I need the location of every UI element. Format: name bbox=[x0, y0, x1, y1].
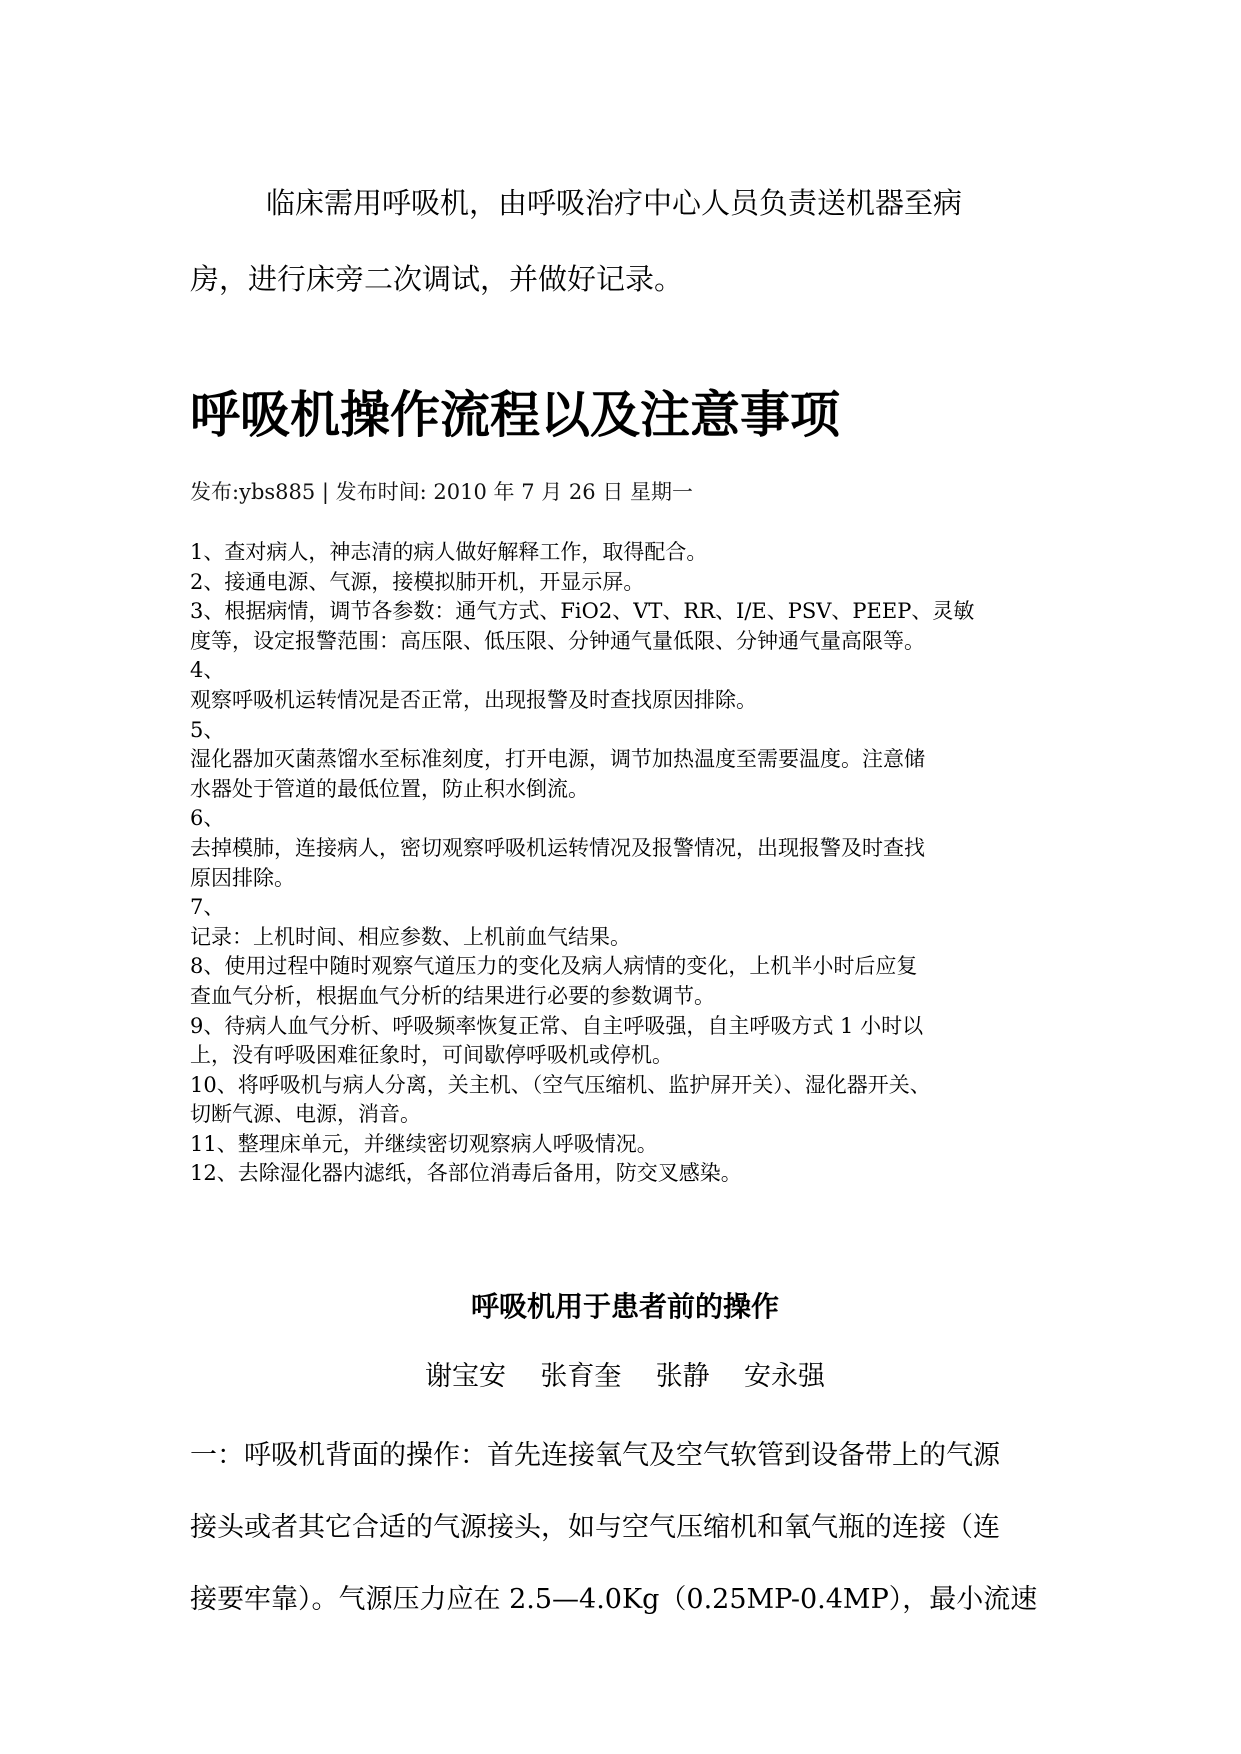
step-line: 切断气源、电源，消音。 bbox=[190, 1102, 421, 1127]
intro-paragraph bbox=[190, 165, 1060, 317]
step-line: 2、接通电源、气源，接模拟肺开机，开显示屏。 bbox=[190, 569, 645, 594]
step-line: 湿化器加灭菌蒸馏水至标准刻度，打开电源，调节加热温度至需要温度。注意储 bbox=[190, 747, 925, 772]
section-line-1: 一：呼吸机背面的操作：首先连接氧气及空气软管到设备带上的气源 bbox=[190, 1440, 1000, 1471]
step-4 bbox=[190, 656, 1060, 715]
step-line: 3、根据病情，调节各参数：通气方式、FiO2、VT、RR、I/E、PSV、PEEP、灵敏 bbox=[190, 599, 975, 624]
step-line: 12、去除湿化器内滤纸，各部位消毒后备用，防交叉感染。 bbox=[190, 1161, 742, 1186]
step-1 bbox=[190, 538, 1060, 568]
step-number: 6、 bbox=[190, 806, 225, 831]
intro-line-1: 临床需用呼吸机，由呼吸治疗中心人员负责送机器至病 bbox=[266, 186, 963, 220]
section-line-2: 接头或者其它合适的气源接头，如与空气压缩机和氧气瓶的连接（连 bbox=[190, 1512, 1000, 1543]
step-line: 水器处于管道的最低位置，防止积水倒流。 bbox=[190, 776, 589, 801]
step-line: 9、待病人血气分析、呼吸频率恢复正常、自主呼吸强，自主呼吸方式 1 小时以 bbox=[190, 1013, 924, 1038]
step-2 bbox=[190, 568, 1060, 598]
step-7 bbox=[190, 893, 1060, 952]
step-line: 原因排除。 bbox=[190, 865, 295, 890]
step-12 bbox=[190, 1159, 1060, 1189]
article-meta: 发布:ybs885 | 发布时间: 2010 年 7 月 26 日 星期一 bbox=[190, 480, 693, 504]
step-line: 去掉模肺，连接病人，密切观察呼吸机运转情况及报警情况，出现报警及时查找 bbox=[190, 835, 925, 860]
step-line: 1、查对病人，神志清的病人做好解释工作，取得配合。 bbox=[190, 540, 708, 564]
step-line: 8、使用过程中随时观察气道压力的变化及病人病情的变化，上机半小时后应复 bbox=[190, 954, 918, 979]
step-6 bbox=[190, 804, 1060, 893]
step-9 bbox=[190, 1012, 1060, 1071]
section-title: 呼吸机用于患者前的操作 bbox=[470, 1290, 779, 1323]
section-line-3: 接要牢靠）。气源压力应在 2.5—4.0Kg（0.25MP-0.4MP），最小流速 bbox=[190, 1584, 1038, 1615]
step-number: 7、 bbox=[190, 895, 225, 920]
step-line: 度等，设定报警范围：高压限、低压限、分钟通气量低限、分钟通气量高限等。 bbox=[190, 628, 925, 653]
step-line: 观察呼吸机运转情况是否正常，出现报警及时查找原因排除。 bbox=[190, 687, 757, 712]
step-line: 10、将呼吸机与病人分离，关主机、（空气压缩机、监护屏开关）、湿化器开关、 bbox=[190, 1072, 931, 1097]
section-paragraph bbox=[190, 1420, 1060, 1636]
step-11 bbox=[190, 1130, 1060, 1160]
step-10 bbox=[190, 1071, 1060, 1130]
article-title: 呼吸机操作流程以及注意事项 bbox=[190, 386, 840, 444]
step-line: 查血气分析，根据血气分析的结果进行必要的参数调节。 bbox=[190, 983, 715, 1008]
step-line: 上，没有呼吸困难征象时，可间歇停呼吸机或停机。 bbox=[190, 1043, 673, 1068]
step-number: 4、 bbox=[190, 658, 225, 683]
procedure-steps bbox=[190, 538, 1060, 1189]
intro-line-2: 房，进行床旁二次调试，并做好记录。 bbox=[190, 262, 684, 296]
step-line: 11、整理床单元，并继续密切观察病人呼吸情况。 bbox=[190, 1131, 658, 1156]
step-3 bbox=[190, 597, 1060, 656]
step-8 bbox=[190, 952, 1060, 1011]
step-line: 记录：上机时间、相应参数、上机前血气结果。 bbox=[190, 924, 631, 949]
authors-line: 谢宝安 张育奎 张静 安永强 bbox=[425, 1361, 825, 1392]
step-number: 5、 bbox=[190, 717, 225, 742]
step-5 bbox=[190, 716, 1060, 805]
